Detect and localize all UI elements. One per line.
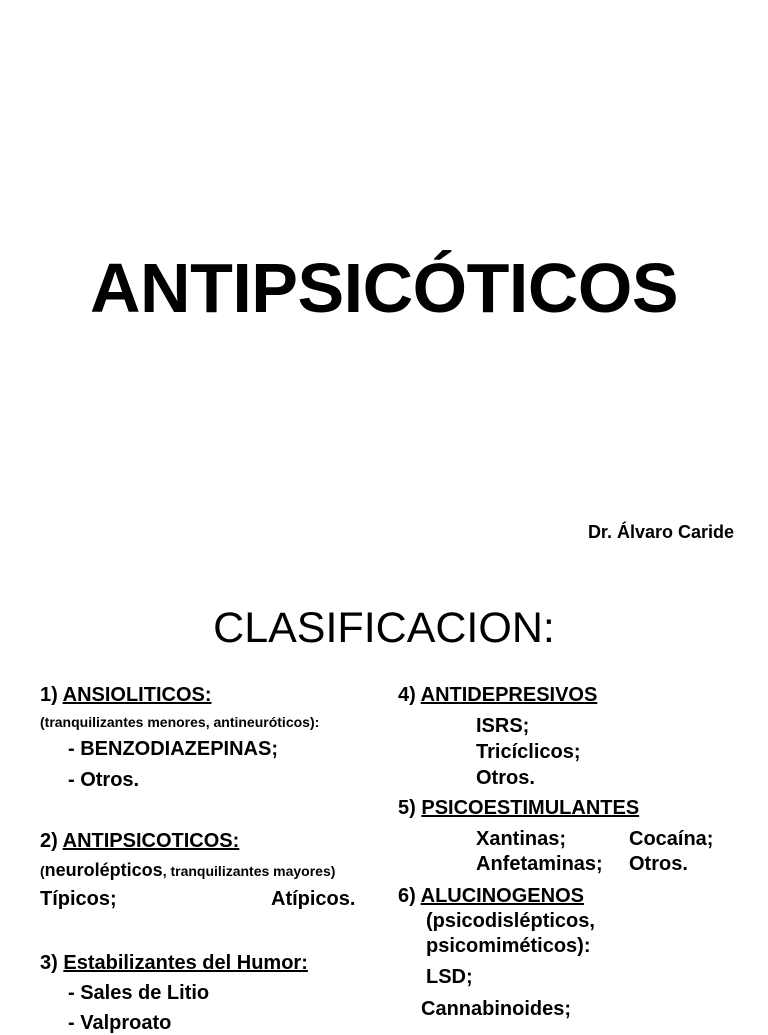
category-4-item-3: Otros. <box>476 767 535 789</box>
category-4-heading <box>398 684 597 707</box>
category-1-item-1: - BENZODIAZEPINAS; <box>68 738 278 760</box>
category-2-note <box>40 860 335 881</box>
category-4-item-2: Tricíclicos; <box>476 741 581 763</box>
category-5-heading <box>398 797 639 820</box>
category-4-label: ANTIDEPRESIVOS <box>420 684 598 706</box>
category-3-label: Estabilizantes del Humor: <box>63 952 308 974</box>
category-6-subtitle-1: (psicodislépticos, <box>426 910 595 932</box>
category-2-typical: Típicos; <box>40 888 117 910</box>
category-1-heading <box>40 684 212 707</box>
author-name: Dr. Álvaro Caride <box>587 522 734 542</box>
category-6-subtitle-2: psicomiméticos): <box>426 935 591 957</box>
category-6-item-1: LSD; <box>426 966 473 988</box>
category-2-heading <box>40 830 239 853</box>
category-4-number: 4) <box>398 684 416 706</box>
category-5-item-4: Otros. <box>629 853 688 875</box>
category-2-note-main: neurolépticos <box>44 860 163 880</box>
category-2-note-open: ( <box>40 863 45 879</box>
category-4-item-1: ISRS; <box>476 715 530 737</box>
category-1-item-2: - Otros. <box>68 769 140 791</box>
category-3-item-2: - Valproato <box>68 1012 172 1034</box>
category-5-number: 5) <box>398 797 416 819</box>
section-title: CLASIFICACION: <box>213 604 555 652</box>
category-2-note-rest: , tranquilizantes mayores) <box>162 863 336 879</box>
category-2-number: 2) <box>40 830 58 852</box>
category-5-item-2: Cocaína; <box>629 828 714 850</box>
category-2-label: ANTIPSICOTICOS: <box>62 830 240 852</box>
category-3-number: 3) <box>40 952 58 974</box>
category-5-item-1: Xantinas; <box>476 828 567 850</box>
category-2-atypical: Atípicos. <box>271 888 356 910</box>
category-6-number: 6) <box>398 885 416 907</box>
category-3-heading <box>40 952 308 975</box>
category-3-item-1: - Sales de Litio <box>68 982 210 1004</box>
category-5-item-3: Anfetaminas; <box>476 853 603 875</box>
category-1-label: ANSIOLITICOS: <box>62 684 212 706</box>
category-6-label: ALUCINOGENOS <box>420 885 584 907</box>
category-1-note: (tranquilizantes menores, antineuróticos): <box>40 714 320 730</box>
category-6-heading <box>398 885 584 908</box>
category-5-label: PSICOESTIMULANTES <box>421 797 640 819</box>
category-6-item-2: Cannabinoides; <box>421 998 572 1020</box>
category-1-number: 1) <box>40 684 58 706</box>
page-title: ANTIPSICÓTICOS <box>89 249 679 327</box>
